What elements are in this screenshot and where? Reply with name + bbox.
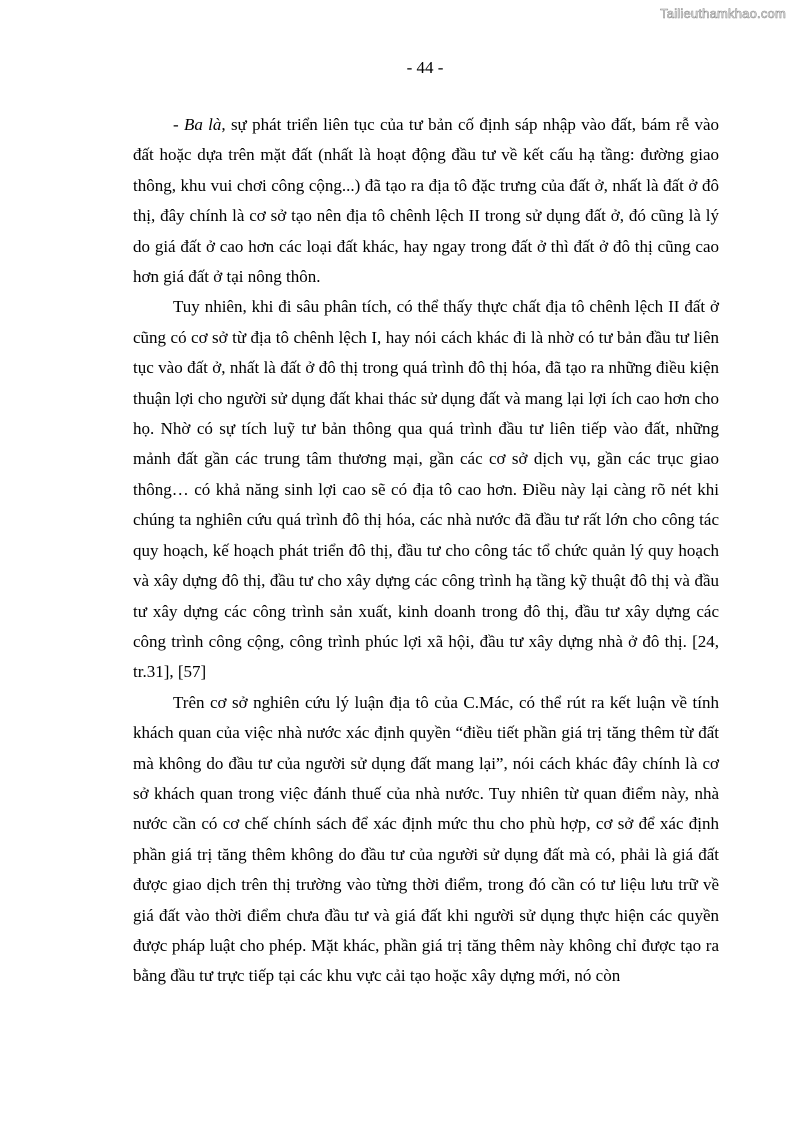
paragraph-1 <box>133 110 719 292</box>
paragraph-1-prefix: - <box>173 115 184 134</box>
document-body <box>133 110 719 992</box>
paragraph-2: Tuy nhiên, khi đi sâu phân tích, có thể thấy thực chất địa tô chênh lệch II đất ở cũng có cơ sở từ địa tô chênh lệch I, hay nói cách khác đi là nhờ có tư bản đầu tư liên tục vào đất ở, nhất là đất ở đô thị trong quá trình đô thị hóa, đã tạo ra những điều kiện thuận lợi cho người sử dụng đất khai thác sử dụng đất và mang lại lợi ích cao hơn cho họ. Nhờ có sự tích luỹ tư bản thông qua quá trình đầu tư liên tiếp vào đất, những mảnh đất gần các trung tâm thương mại, gần các cơ sở dịch vụ, gần các trục giao thông… có khả năng sinh lợi cao sẽ có địa tô cao hơn. Điều này lại càng rõ nét khi chúng ta nghiên cứu quá trình đô thị hóa, các nhà nước đã đầu tư rất lớn cho công tác quy hoạch, kế hoạch phát triển đô thị, đầu tư cho công tác tổ chức quản lý quy hoạch và xây dựng đô thị, đầu tư cho xây dựng các công trình hạ tầng kỹ thuật đô thị và đầu tư xây dựng các công trình sản xuất, kinh doanh trong đô thị, đầu tư xây dựng các công trình công cộng, công trình phúc lợi xã hội, đầu tư xây dựng nhà ở đô thị. [24, tr.31], [57] <box>133 297 719 682</box>
paragraph-3: Trên cơ sở nghiên cứu lý luận địa tô của C.Mác, có thể rút ra kết luận về tính khách quan của việc nhà nước xác định quyền “điều tiết phần giá trị tăng thêm từ đất mà không do đầu tư của người sử dụng đất mang lại”, nói cách khác đây chính là cơ sở khách quan trong việc đánh thuế của nhà nước. Tuy nhiên từ quan điểm này, nhà nước cần có cơ chế chính sách để xác định mức thu cho phù hợp, cơ sở để xác định phần giá trị tăng thêm không do đầu tư của người sử dụng đất mà có, phải là giá đất được giao dịch trên thị trường vào từng thời điểm, trong đó cần có tư liệu lưu trữ về giá đất vào thời điểm chưa đầu tư và giá đất khi người sử dụng thực hiện các quyền được pháp luật cho phép. Mặt khác, phần giá trị tăng thêm này không chỉ được tạo ra bằng đầu tư trực tiếp tại các khu vực cải tạo hoặc xây dựng mới, nó còn <box>133 692 719 986</box>
paragraph-1-text: sự phát triển liên tục của tư bản cố định sáp nhập vào đất, bám rễ vào đất hoặc dựa trên mặt đất (nhất là hoạt động đầu tư về kết cấu hạ tầng: đường giao thông, khu vui chơi công cộng...) đã tạo ra địa tô đặc trưng của đất ở, nhất là đất ở đô thị, đây chính là cơ sở tạo nên địa tô chênh lệch II trong sử dụng đất ở, đó cũng là lý do giá đất ở cao hơn các loại đất khác, hay ngay trong đất ở thì đất ở đô thị cũng cao hơn giá đất ở tại nông thôn. <box>133 115 719 287</box>
paragraph-1-lead: Ba là, <box>183 115 226 134</box>
page-number: - 44 - <box>406 58 444 77</box>
watermark: Tailieuthamkhao.com <box>660 6 786 21</box>
